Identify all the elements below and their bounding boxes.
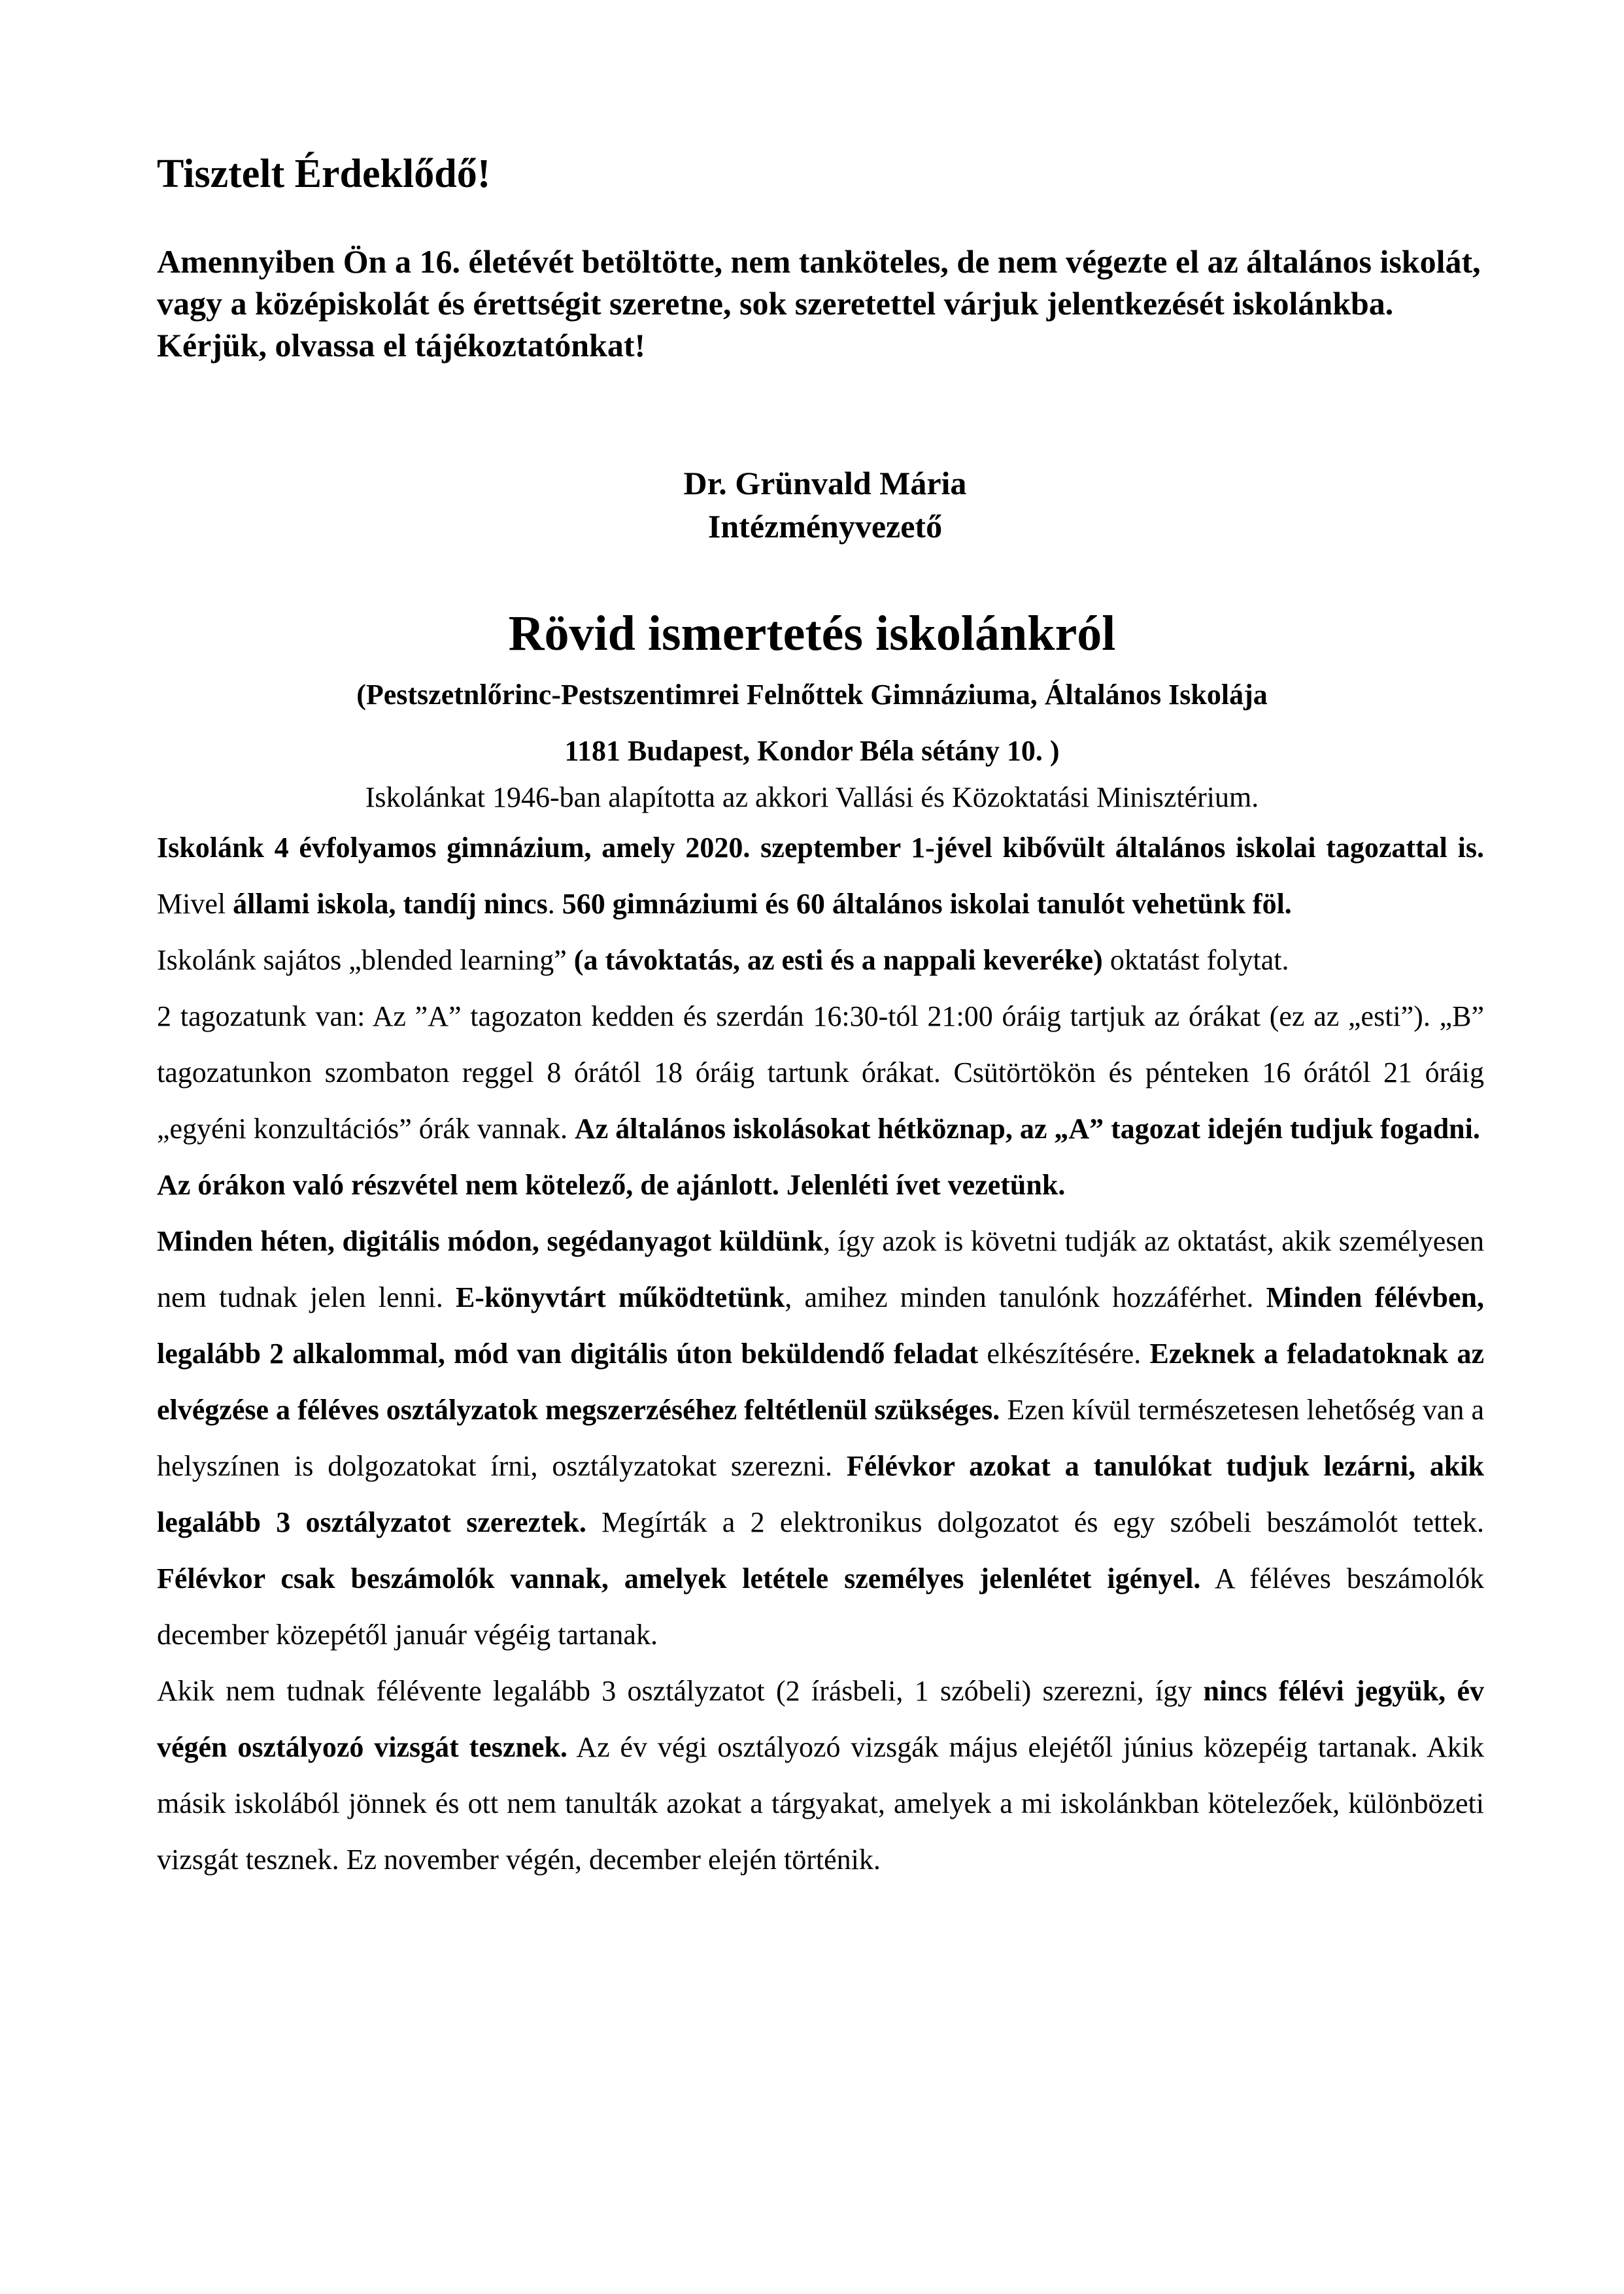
bold-text-segment: Az általános iskolásokat hétköznap, az „A” tagozat idején tudjuk fogadni. bbox=[574, 1113, 1480, 1145]
text-segment: , így azok is követni tudják az oktatást, akik személyesen nem tudnak jelen lenni. bbox=[157, 1225, 1484, 1313]
body-paragraph bbox=[157, 932, 1484, 988]
intro-paragraph: Amennyiben Ön a 16. életévét betöltötte, nem tanköteles, de nem végezte el az általános iskolát, vagy a középiskolát és érettségit szeretne, sok szeretettel várjuk jelentkezését iskolánkba. bbox=[157, 243, 1481, 322]
body-paragraph bbox=[157, 988, 1484, 1157]
text-segment: elkészítésére. bbox=[978, 1338, 1150, 1370]
bold-text-segment: Az órákon való részvétel nem kötelező, de ajánlott. Jelenléti ívet vezetünk. bbox=[157, 1169, 1066, 1201]
section-heading: Rövid ismertetés iskolánkról bbox=[508, 606, 1116, 661]
body-text bbox=[157, 820, 1484, 1888]
intro-section bbox=[157, 241, 1484, 366]
school-name: (Pestszetnlőrinc-Pestszentimrei Felnőttek Gimnáziuma, Általános Iskolája bbox=[356, 679, 1268, 711]
text-segment: 2 tagozatunk van: Az ”A” tagozaton kedden és szerdán 16:30-tól 21:00 óráig tartjuk az órákat (ez az „esti”). „B” tagozatunkon szombaton reggel 8 órától 18 óráig tartunk órákat. Csütörtökön és pénteken 16 órától 21 óráig „egyéni konzultációs” órák vannak. bbox=[157, 1000, 1484, 1145]
bold-text-segment: állami iskola, tandíj nincs bbox=[233, 888, 548, 920]
bold-text-segment: 560 gimnáziumi és 60 általános iskolai tanulót vehetünk föl. bbox=[562, 888, 1292, 920]
signature-name: Dr. Grünvald Mária bbox=[683, 465, 967, 501]
text-segment: Akik nem tudnak félévente legalább 3 osztályzatot (2 írásbeli, 1 szóbeli) szerezni, így bbox=[157, 1675, 1204, 1707]
bold-text-segment: Iskolánk 4 évfolyamos gimnázium, amely 2020. szeptember 1-jével kibővült általános iskolai tagozattal is. bbox=[157, 832, 1484, 864]
greeting-heading: Tisztelt Érdeklődő! bbox=[157, 152, 491, 196]
bold-text-segment: Félévkor csak beszámolók vannak, amelyek letétele személyes jelenlétet igényel. bbox=[157, 1562, 1201, 1594]
text-segment: , amihez minden tanulónk hozzáférhet. bbox=[785, 1281, 1266, 1313]
bold-text-segment: Minden héten, digitális módon, segédanyagot küldünk bbox=[157, 1225, 823, 1257]
bold-text-segment: (a távoktatás, az esti és a nappali keveréke) bbox=[573, 944, 1103, 976]
signature-block bbox=[0, 462, 1624, 548]
text-segment: Megírták a 2 elektronikus dolgozatot és egy szóbeli beszámolót tettek. bbox=[586, 1506, 1484, 1538]
founded-line: Iskolánkat 1946-ban alapította az akkori Vallási és Közoktatási Minisztérium. bbox=[365, 781, 1259, 813]
bold-text-segment: Félévkor azokat a tanulókat tudjuk lezárni, akik legalább 3 osztályzatot szereztek. bbox=[157, 1450, 1484, 1538]
text-segment: A féléves beszámolók december közepétől január végéig tartanak. bbox=[157, 1562, 1485, 1651]
bold-text-segment: Ezeknek a feladatoknak az elvégzése a féléves osztályzatok megszerzéséhez feltétlenül szükséges. bbox=[157, 1338, 1484, 1426]
text-segment: Mivel bbox=[157, 888, 233, 920]
signature-title: Intézményvezető bbox=[707, 508, 943, 545]
intro-request: Kérjük, olvassa el tájékoztatónkat! bbox=[157, 327, 646, 363]
school-address: 1181 Budapest, Kondor Béla sétány 10. ) bbox=[564, 735, 1060, 767]
body-paragraph bbox=[157, 1157, 1484, 1213]
body-paragraph bbox=[157, 820, 1484, 932]
body-paragraph bbox=[157, 1663, 1484, 1888]
text-segment: oktatást folytat. bbox=[1102, 944, 1289, 976]
school-subtitle bbox=[0, 667, 1624, 779]
text-segment: Ezen kívül természetesen lehetőség van a helyszínen is dolgozatokat írni, osztályzatokat szerezni. bbox=[157, 1394, 1484, 1482]
text-segment: . bbox=[547, 888, 562, 920]
body-paragraph bbox=[157, 1213, 1484, 1663]
bold-text-segment: E-könyvtárt működtetünk bbox=[455, 1281, 785, 1313]
bold-text-segment: nincs félévi jegyük, év végén osztályozó vizsgát tesznek. bbox=[157, 1675, 1484, 1763]
text-segment: Az év végi osztályozó vizsgák május elejétől június közepéig tartanak. Akik másik iskolából jönnek és ott nem tanulták azokat a tárgyakat, amelyek a mi iskolánkban kötelezőek, különbözeti vizsgát tesznek. Ez november végén, december elején történik. bbox=[157, 1731, 1485, 1876]
bold-text-segment: Minden félévben, legalább 2 alkalommal, mód van digitális úton beküldendő feladat bbox=[157, 1281, 1484, 1370]
text-segment: Iskolánk sajátos „blended learning” bbox=[157, 944, 574, 976]
